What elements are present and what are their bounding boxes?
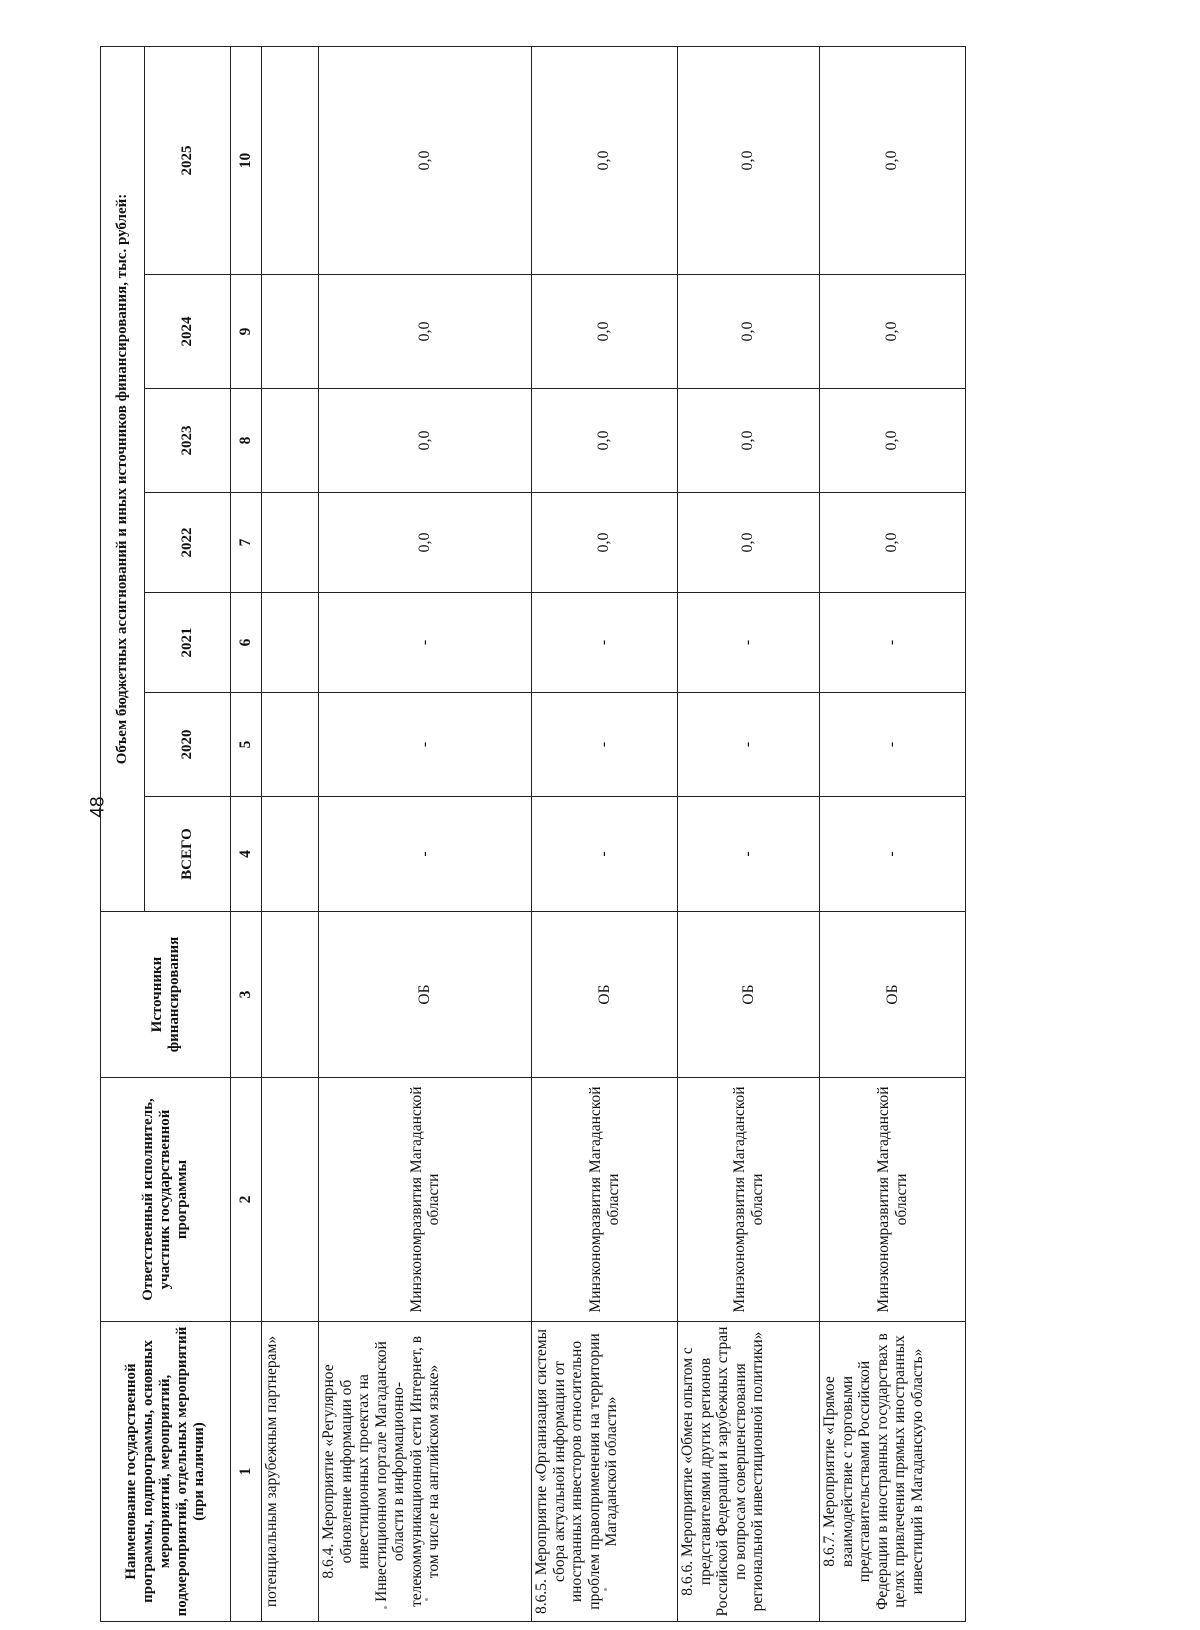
row-value: 0,0 (319, 275, 532, 389)
row-value: 0,0 (532, 389, 678, 493)
table-row (820, 47, 966, 1622)
row-value: - (678, 593, 820, 693)
row-name: 8.6.4. Мероприятие «Регулярное обновление информации об инвестиционных проектах на Инвестиционном портале Магаданской области в информационно-телекоммуникационной сети Интернет, в том числе на английском языке» (319, 1322, 532, 1622)
column-number: 7 (231, 493, 262, 593)
column-number-row (231, 47, 262, 1622)
row-value: 0,0 (678, 389, 820, 493)
column-number: 4 (231, 797, 262, 912)
row-value: - (532, 693, 678, 797)
column-number: 2 (231, 1078, 262, 1322)
row-value: 0,0 (678, 493, 820, 593)
row-value: - (820, 593, 966, 693)
row-value: 0,0 (319, 389, 532, 493)
column-number: 1 (231, 1322, 262, 1622)
row-name: 8.6.7. Мероприятие «Прямое взаимодействие с торговыми представительствами Российской Федерации в иностранных государствах в целях привлечения прямых иностранных инвестиций в Магаданскую область» (820, 1322, 966, 1622)
row-executor: Минэкономразвития Магаданской области (678, 1078, 820, 1322)
column-number: 5 (231, 693, 262, 797)
row-value: - (532, 797, 678, 912)
rotated-table-wrapper (100, 47, 962, 1622)
table-row (532, 47, 678, 1622)
table-row (262, 47, 319, 1622)
header-year: 2022 (145, 493, 231, 593)
row-source: ОБ (319, 912, 532, 1078)
row-value: - (820, 693, 966, 797)
row-source: ОБ (820, 912, 966, 1078)
scan-speck (384, 1606, 387, 1609)
row-value: - (319, 593, 532, 693)
header-executor: Ответственный исполнитель, участник государственной программы (101, 1078, 231, 1322)
header-name: Наименование государственной программы, подпрограммы, основных мероприятий, мероприятий, подмероприятий, отдельных мероприятий (при наличии) (101, 1322, 231, 1622)
row-value: 0,0 (678, 275, 820, 389)
row-value (262, 593, 319, 693)
header-sources: Источники финансирования (101, 912, 231, 1078)
table-row (319, 47, 532, 1622)
row-value: 0,0 (820, 275, 966, 389)
row-name: 8.6.5. Мероприятие «Организация системы сбора актуальной информации от иностранных инвесторов относительно проблем правоприменения на территории Магаданской области» (532, 1322, 678, 1622)
row-value: 0,0 (820, 493, 966, 593)
header-year: 2020 (145, 693, 231, 797)
header-year: 2025 (145, 47, 231, 275)
row-name: потенциальным зарубежным партнерам» (262, 1322, 319, 1622)
row-executor: Минэкономразвития Магаданской области (820, 1078, 966, 1322)
row-value: 0,0 (319, 493, 532, 593)
row-value: 0,0 (532, 275, 678, 389)
header-year: 2024 (145, 275, 231, 389)
row-value: - (678, 797, 820, 912)
row-value (262, 47, 319, 275)
row-value: 0,0 (319, 47, 532, 275)
column-number: 3 (231, 912, 262, 1078)
row-source: ОБ (678, 912, 820, 1078)
row-value: 0,0 (820, 47, 966, 275)
row-value (262, 275, 319, 389)
row-source: ОБ (532, 912, 678, 1078)
row-value (262, 493, 319, 593)
header-year: 2021 (145, 593, 231, 693)
row-value (262, 389, 319, 493)
column-number: 9 (231, 275, 262, 389)
row-value: - (319, 693, 532, 797)
scan-speck (604, 1588, 607, 1591)
scan-speck (425, 1598, 428, 1601)
page-number: 48 (87, 796, 109, 818)
column-number: 8 (231, 389, 262, 493)
column-number: 10 (231, 47, 262, 275)
row-executor: Минэкономразвития Магаданской области (319, 1078, 532, 1322)
row-value (262, 693, 319, 797)
row-name: 8.6.6. Мероприятие «Обмен опытом с представителями других регионов Российской Федерации и зарубежных стран по вопросам совершенствования региональной инвестиционной политики» (678, 1322, 820, 1622)
column-number: 6 (231, 593, 262, 693)
table-row (678, 47, 820, 1622)
row-value: 0,0 (532, 47, 678, 275)
row-value: 0,0 (532, 493, 678, 593)
financing-table (100, 46, 966, 1622)
row-value: - (319, 797, 532, 912)
row-value: - (678, 693, 820, 797)
row-value: - (532, 593, 678, 693)
row-value (262, 797, 319, 912)
header-year: 2023 (145, 389, 231, 493)
row-executor (262, 1078, 319, 1322)
header-year: ВСЕГО (145, 797, 231, 912)
row-executor: Минэкономразвития Магаданской области (532, 1078, 678, 1322)
row-value: 0,0 (820, 389, 966, 493)
row-source (262, 912, 319, 1078)
row-value: 0,0 (678, 47, 820, 275)
header-volume: Объем бюджетных ассигнований и иных источников финансирования, тыс. рублей: (101, 47, 145, 912)
row-value: - (820, 797, 966, 912)
